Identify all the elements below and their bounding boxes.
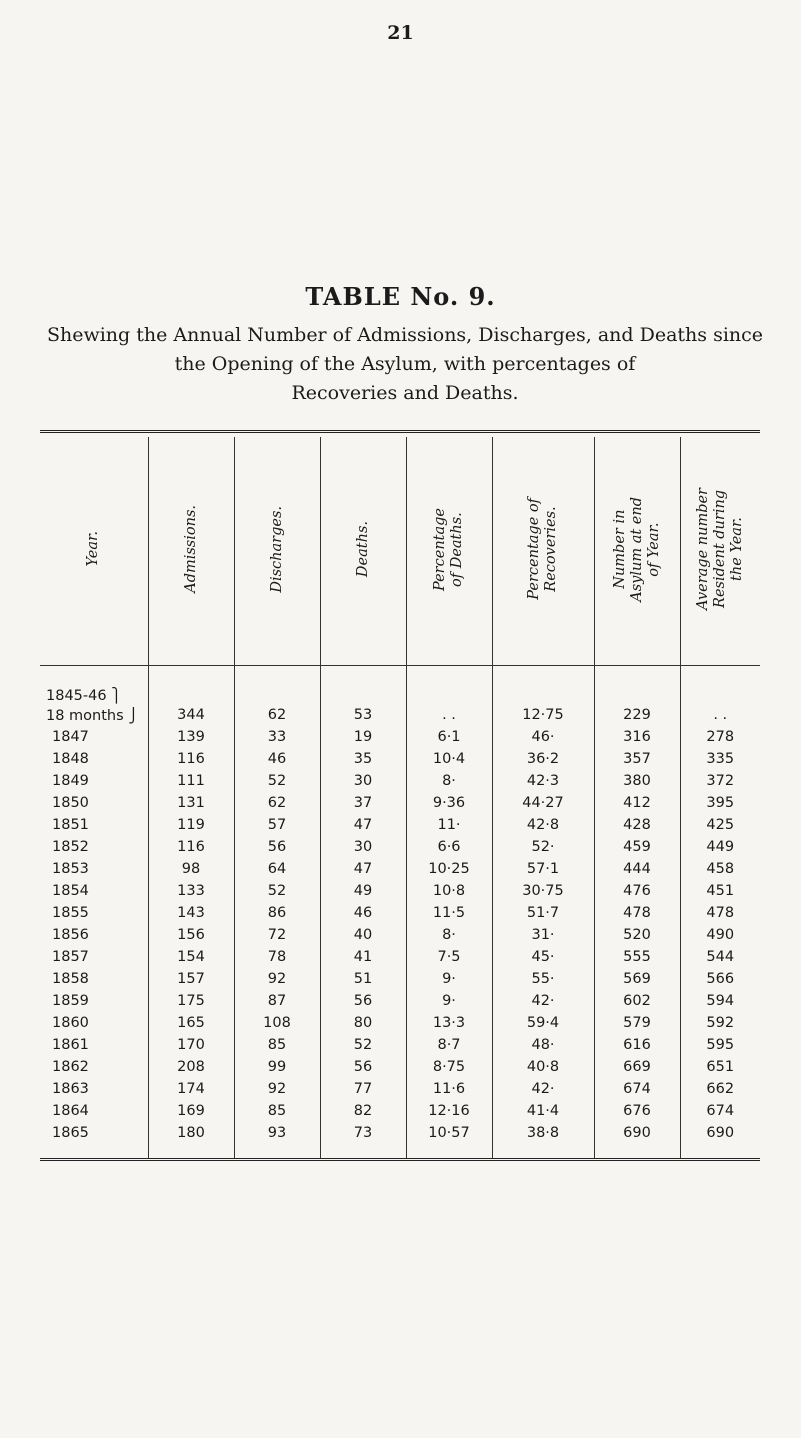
cell-pct-deaths: 6·1 — [406, 726, 492, 748]
cell-deaths: 46 — [320, 902, 406, 924]
cell-avg-resident: 458 — [680, 858, 760, 880]
cell-year: 1852 — [52, 839, 89, 855]
cell-pct-recoveries: 45· — [492, 946, 594, 968]
cell-avg-resident: 592 — [680, 1012, 760, 1034]
cell-admissions: 116 — [148, 836, 234, 858]
cell-number-end: 380 — [594, 770, 680, 792]
cell-pct-recoveries: 40·8 — [492, 1056, 594, 1078]
cell-admissions: 119 — [148, 814, 234, 836]
cell-admissions: 143 — [148, 902, 234, 924]
col-header-year-text: Year. — [85, 531, 102, 567]
table-row — [40, 968, 760, 990]
cell-number-end: 229 — [594, 666, 680, 727]
statistics-table — [40, 437, 760, 1158]
cell-pct-deaths: 9·36 — [406, 792, 492, 814]
cell-pct-deaths: 10·57 — [406, 1122, 492, 1158]
col-header-pct-recoveries-text — [526, 498, 560, 600]
cell-year: 1850 — [52, 795, 89, 811]
year-line — [46, 686, 148, 706]
cell-number-end: 579 — [594, 1012, 680, 1034]
cell-number-end: 444 — [594, 858, 680, 880]
cell-year: 1855 — [52, 905, 89, 921]
cell-avg-resident: 651 — [680, 1056, 760, 1078]
cell-discharges: 92 — [234, 1078, 320, 1100]
subtitle-line: Recoveries and Deaths. — [291, 382, 519, 404]
brace-glyph: ⎫ — [111, 688, 122, 704]
table-row — [40, 990, 760, 1012]
cell-pct-deaths: 7·5 — [406, 946, 492, 968]
cell-deaths: 77 — [320, 1078, 406, 1100]
cell-avg-resident: 278 — [680, 726, 760, 748]
table-row — [40, 748, 760, 770]
cell-avg-resident: 451 — [680, 880, 760, 902]
cell-pct-recoveries: 41·4 — [492, 1100, 594, 1122]
cell-deaths: 40 — [320, 924, 406, 946]
year-line2-text: 18 months — [46, 708, 124, 724]
cell-pct-deaths: 10·25 — [406, 858, 492, 880]
col-header-admissions-text: Admissions. — [182, 505, 199, 593]
cell-year: 1865 — [52, 1125, 89, 1141]
cell-number-end: 428 — [594, 814, 680, 836]
subtitle-line: Shewing the Annual Number of Admissions, Discharges, and Deaths since — [46, 324, 764, 346]
cell-number-end: 669 — [594, 1056, 680, 1078]
col-header-pct-deaths — [406, 437, 492, 666]
cell-discharges: 52 — [234, 770, 320, 792]
cell-pct-recoveries: 42·8 — [492, 814, 594, 836]
cell-pct-recoveries: 38·8 — [492, 1122, 594, 1158]
cell-admissions: 180 — [148, 1122, 234, 1158]
cell-discharges: 86 — [234, 902, 320, 924]
header-line: Asylum at end — [628, 496, 645, 602]
cell-number-end: 555 — [594, 946, 680, 968]
cell-pct-deaths: 11·6 — [406, 1078, 492, 1100]
table-row — [40, 726, 760, 748]
table-row — [40, 792, 760, 814]
header-line: Percentage — [432, 507, 448, 591]
cell-year: 1847 — [52, 729, 89, 745]
page-number: 21 — [387, 22, 414, 44]
table-row — [40, 1056, 760, 1078]
cell-discharges: 33 — [234, 726, 320, 748]
cell-deaths: 35 — [320, 748, 406, 770]
cell-avg-resident: 449 — [680, 836, 760, 858]
cell-admissions: 133 — [148, 880, 234, 902]
cell-year: 1862 — [52, 1059, 89, 1075]
cell-discharges: 93 — [234, 1122, 320, 1158]
year-line — [46, 706, 148, 726]
cell-deaths: 82 — [320, 1100, 406, 1122]
table-row — [40, 946, 760, 968]
cell-avg-resident: 372 — [680, 770, 760, 792]
cell-number-end: 316 — [594, 726, 680, 748]
cell-deaths: 52 — [320, 1034, 406, 1056]
cell-discharges: 85 — [234, 1034, 320, 1056]
header-line: Recoveries. — [543, 506, 559, 592]
table-row — [40, 1034, 760, 1056]
bottom-rule — [40, 1158, 760, 1165]
cell-admissions: 156 — [148, 924, 234, 946]
cell-deaths: 47 — [320, 814, 406, 836]
cell-avg-resident: 490 — [680, 924, 760, 946]
cell-pct-deaths: 11· — [406, 814, 492, 836]
header-line: Resident during — [711, 489, 728, 609]
cell-discharges: 52 — [234, 880, 320, 902]
cell-year: 1853 — [52, 861, 89, 877]
col-header-pct-deaths-text — [432, 508, 466, 591]
cell-pct-recoveries: 42· — [492, 1078, 594, 1100]
cell-pct-deaths: . . — [406, 666, 492, 727]
header-line: Number in — [611, 509, 628, 589]
cell-number-end: 602 — [594, 990, 680, 1012]
cell-pct-recoveries: 52· — [492, 836, 594, 858]
col-header-discharges — [234, 437, 320, 666]
cell-discharges: 46 — [234, 748, 320, 770]
cell-year: 1857 — [52, 949, 89, 965]
cell-discharges: 72 — [234, 924, 320, 946]
cell-avg-resident: 690 — [680, 1122, 760, 1158]
cell-discharges: 57 — [234, 814, 320, 836]
cell-number-end: 690 — [594, 1122, 680, 1158]
cell-deaths: 56 — [320, 1056, 406, 1078]
cell-avg-resident: 335 — [680, 748, 760, 770]
col-header-avg-resident — [680, 437, 760, 666]
cell-pct-deaths: 8· — [406, 770, 492, 792]
table-row — [40, 770, 760, 792]
cell-number-end: 616 — [594, 1034, 680, 1056]
cell-pct-recoveries: 46· — [492, 726, 594, 748]
cell-deaths: 49 — [320, 880, 406, 902]
col-header-pct-recoveries — [492, 437, 594, 666]
cell-admissions: 139 — [148, 726, 234, 748]
cell-deaths: 80 — [320, 1012, 406, 1034]
cell-avg-resident: 674 — [680, 1100, 760, 1122]
cell-avg-resident: 425 — [680, 814, 760, 836]
col-header-number-end — [594, 437, 680, 666]
cell-avg-resident: 478 — [680, 902, 760, 924]
cell-discharges: 87 — [234, 990, 320, 1012]
cell-number-end: 478 — [594, 902, 680, 924]
cell-deaths: 73 — [320, 1122, 406, 1158]
cell-pct-deaths: 11·5 — [406, 902, 492, 924]
cell-avg-resident: 662 — [680, 1078, 760, 1100]
col-header-number-end-text — [612, 497, 663, 602]
table-subtitle — [40, 321, 770, 408]
cell-avg-resident: 595 — [680, 1034, 760, 1056]
cell-pct-recoveries: 12·75 — [492, 666, 594, 727]
cell-admissions: 165 — [148, 1012, 234, 1034]
cell-admissions: 208 — [148, 1056, 234, 1078]
table-row — [40, 814, 760, 836]
cell-year: 1863 — [52, 1081, 89, 1097]
cell-admissions: 170 — [148, 1034, 234, 1056]
top-rule — [40, 430, 760, 437]
cell-discharges: 108 — [234, 1012, 320, 1034]
cell-discharges: 62 — [234, 666, 320, 727]
cell-year: 1860 — [52, 1015, 89, 1031]
header-row — [40, 437, 760, 666]
cell-pct-recoveries: 42· — [492, 990, 594, 1012]
cell-year: 1854 — [52, 883, 89, 899]
cell-avg-resident: . . — [680, 666, 760, 727]
header-line: Average number — [694, 488, 711, 610]
cell-pct-deaths: 9· — [406, 990, 492, 1012]
table-row — [40, 1012, 760, 1034]
cell-avg-resident: 395 — [680, 792, 760, 814]
cell-pct-recoveries: 59·4 — [492, 1012, 594, 1034]
cell-number-end: 569 — [594, 968, 680, 990]
cell-admissions: 157 — [148, 968, 234, 990]
cell-year: 1856 — [52, 927, 89, 943]
cell-deaths: 30 — [320, 836, 406, 858]
table-row — [40, 858, 760, 880]
cell-pct-deaths: 13·3 — [406, 1012, 492, 1034]
cell-pct-recoveries: 42·3 — [492, 770, 594, 792]
cell-pct-recoveries: 51·7 — [492, 902, 594, 924]
cell-admissions: 175 — [148, 990, 234, 1012]
cell-admissions: 344 — [148, 666, 234, 727]
cell-deaths: 37 — [320, 792, 406, 814]
cell-year: 1851 — [52, 817, 89, 833]
header-line: of Year. — [645, 521, 662, 577]
cell-admissions: 111 — [148, 770, 234, 792]
cell-pct-deaths: 10·4 — [406, 748, 492, 770]
table-row — [40, 924, 760, 946]
subtitle-line: the Opening of the Asylum, with percentages of — [174, 353, 636, 375]
header-line: the Year. — [728, 517, 745, 581]
cell-number-end: 476 — [594, 880, 680, 902]
cell-discharges: 99 — [234, 1056, 320, 1078]
table-row — [40, 902, 760, 924]
cell-pct-recoveries: 30·75 — [492, 880, 594, 902]
cell-number-end: 357 — [594, 748, 680, 770]
cell-avg-resident: 566 — [680, 968, 760, 990]
cell-deaths: 47 — [320, 858, 406, 880]
cell-pct-recoveries: 36·2 — [492, 748, 594, 770]
cell-number-end: 676 — [594, 1100, 680, 1122]
cell-number-end: 520 — [594, 924, 680, 946]
cell-pct-recoveries: 55· — [492, 968, 594, 990]
cell-deaths: 19 — [320, 726, 406, 748]
table-row — [40, 1078, 760, 1100]
cell-discharges: 64 — [234, 858, 320, 880]
col-header-deaths-text: Deaths. — [354, 520, 371, 578]
header-line: Percentage of — [526, 498, 542, 600]
cell-admissions: 116 — [148, 748, 234, 770]
table-row — [40, 836, 760, 858]
col-header-avg-resident-text — [695, 488, 746, 610]
cell-pct-recoveries: 31· — [492, 924, 594, 946]
cell-discharges: 92 — [234, 968, 320, 990]
table-row — [40, 1100, 760, 1122]
cell-year: 1849 — [52, 773, 89, 789]
cell-deaths: 53 — [320, 666, 406, 727]
cell-admissions: 131 — [148, 792, 234, 814]
cell-number-end: 459 — [594, 836, 680, 858]
cell-pct-recoveries: 44·27 — [492, 792, 594, 814]
cell-number-end: 674 — [594, 1078, 680, 1100]
cell-year: 1859 — [52, 993, 89, 1009]
header-line: of Deaths. — [449, 511, 465, 587]
cell-pct-deaths: 10·8 — [406, 880, 492, 902]
cell-admissions: 169 — [148, 1100, 234, 1122]
brace-glyph: ⎭ — [128, 708, 139, 724]
cell-deaths: 30 — [320, 770, 406, 792]
cell-year: 1858 — [52, 971, 89, 987]
year-line1-text: 1845-46 — [46, 688, 107, 704]
cell-pct-deaths: 6·6 — [406, 836, 492, 858]
cell-pct-deaths: 12·16 — [406, 1100, 492, 1122]
cell-pct-recoveries: 48· — [492, 1034, 594, 1056]
cell-admissions: 174 — [148, 1078, 234, 1100]
cell-admissions: 98 — [148, 858, 234, 880]
statistics-table-container — [40, 430, 760, 1165]
cell-number-end: 412 — [594, 792, 680, 814]
cell-pct-deaths: 8·7 — [406, 1034, 492, 1056]
cell-pct-deaths: 9· — [406, 968, 492, 990]
cell-avg-resident: 594 — [680, 990, 760, 1012]
cell-deaths: 56 — [320, 990, 406, 1012]
col-header-discharges-text: Discharges. — [268, 505, 285, 593]
cell-admissions: 154 — [148, 946, 234, 968]
cell-year: 1861 — [52, 1037, 89, 1053]
col-header-deaths — [320, 437, 406, 666]
cell-discharges: 56 — [234, 836, 320, 858]
table-row — [40, 666, 760, 727]
cell-discharges: 85 — [234, 1100, 320, 1122]
cell-deaths: 41 — [320, 946, 406, 968]
cell-deaths: 51 — [320, 968, 406, 990]
cell-avg-resident: 544 — [680, 946, 760, 968]
cell-pct-recoveries: 57·1 — [492, 858, 594, 880]
cell-discharges: 78 — [234, 946, 320, 968]
cell-pct-deaths: 8·75 — [406, 1056, 492, 1078]
cell-pct-deaths: 8· — [406, 924, 492, 946]
table-title: TABLE No. 9. — [305, 282, 496, 311]
cell-year: 1864 — [52, 1103, 89, 1119]
cell-year: 1848 — [52, 751, 89, 767]
col-header-year — [40, 437, 148, 666]
table-row — [40, 880, 760, 902]
col-header-admissions — [148, 437, 234, 666]
table-row — [40, 1122, 760, 1158]
cell-year — [40, 666, 148, 727]
cell-discharges: 62 — [234, 792, 320, 814]
